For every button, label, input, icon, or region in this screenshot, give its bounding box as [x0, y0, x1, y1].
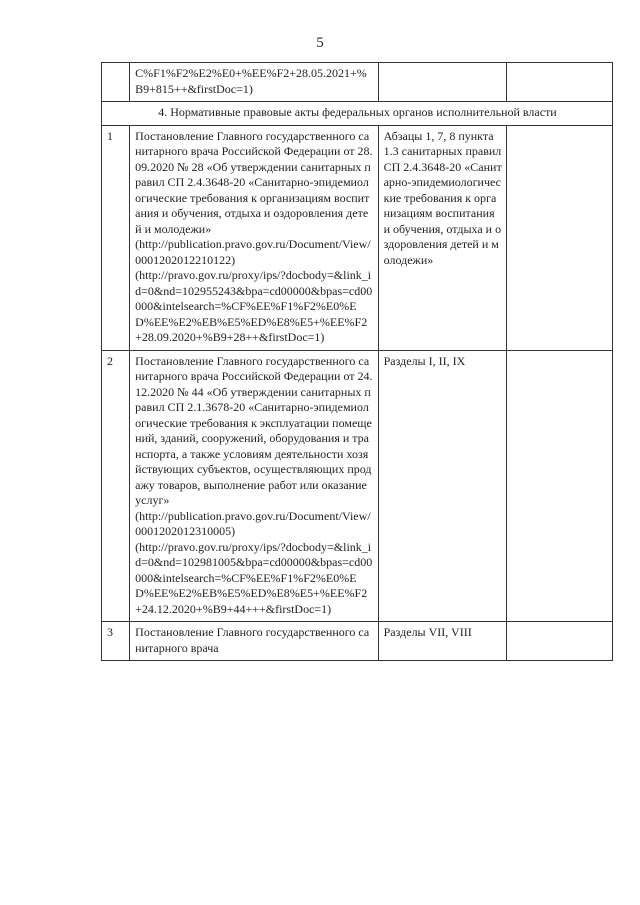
table-row: [102, 622, 613, 661]
row-text: [130, 350, 378, 622]
continuation-url: C%F1%F2%E2%E0+%EE%F2+28.05.2021+%B9+815++&firstDoc=1): [135, 66, 367, 96]
row-text: [130, 622, 378, 661]
act-title: Постановление Главного государственного санитарного врача Российской Федерации от 28.09.2020 № 28 «Об утверждении санитарных правил СП 2.4.3648-20 «Санитарно-эпидемиологические требования к организациям воспитания и обучения, отдыха и оздоровления детей и молодежи»: [135, 128, 373, 236]
row-text: [130, 63, 378, 102]
row-reference: Разделы I, II, IX: [378, 350, 507, 622]
row-number: 2: [102, 350, 130, 622]
act-title: Постановление Главного государственного санитарного врача: [135, 625, 370, 655]
row-number: [102, 63, 130, 102]
table-row: [102, 125, 613, 350]
acts-table: [101, 62, 613, 661]
section-heading: 4. Нормативные правовые акты федеральных органов исполнительной власти: [102, 102, 613, 126]
row-reference: Абзацы 1, 7, 8 пункта 1.3 санитарных правил СП 2.4.3648-20 «Санитарно-эпидемиологические требования к организациям воспитания и обучения, отдыха и оздоровления детей и молодежи»: [378, 125, 507, 350]
table-row: [102, 350, 613, 622]
row-note: [507, 350, 613, 622]
act-title: Постановление Главного государственного санитарного врача Российской Федерации от 24.12.2020 № 44 «Об утверждении санитарных правил СП 2.1.3678-20 «Санитарно-эпидемиологические требования к эксплуатации помещений, зданий, сооружений, оборудования и транспорта, а также условиям деятельности хозяйствующих субъектов, осуществляющих продажу товаров, выполнение работ или оказание услуг»: [135, 353, 373, 507]
row-number: 3: [102, 622, 130, 661]
row-reference: [378, 63, 507, 102]
row-note: [507, 622, 613, 661]
row-text: [130, 125, 378, 350]
section-row: [102, 102, 613, 126]
publication-link[interactable]: (http://publication.pravo.gov.ru/Document/View/0001202012210122): [135, 237, 371, 267]
page-number: 5: [316, 35, 324, 51]
table-row: [102, 63, 613, 102]
row-reference: Разделы VII, VIII: [378, 622, 507, 661]
publication-link[interactable]: (http://publication.pravo.gov.ru/Document/View/0001202012310005): [135, 508, 371, 538]
row-note: [507, 125, 613, 350]
row-number: 1: [102, 125, 130, 350]
pravo-link[interactable]: (http://pravo.gov.ru/proxy/ips/?docbody=&link_id=0&nd=102981005&bpa=cd00000&bpas=cd00000&intelsearch=%CF%EE%F1%F2%E0%ED%EE%E2%EB%E5%ED%E8%E5+%EE%F2+24.12.2020+%B9+44+++&firstDoc=1): [135, 539, 373, 616]
pravo-link[interactable]: (http://pravo.gov.ru/proxy/ips/?docbody=&link_id=0&nd=102955243&bpa=cd00000&bpas=cd00000&intelsearch=%CF%EE%F1%F2%E0%ED%EE%E2%EB%E5%ED%E8%E5+%EE%F2+28.09.2020+%B9+28++&firstDoc=1): [135, 268, 373, 344]
row-note: [507, 63, 613, 102]
